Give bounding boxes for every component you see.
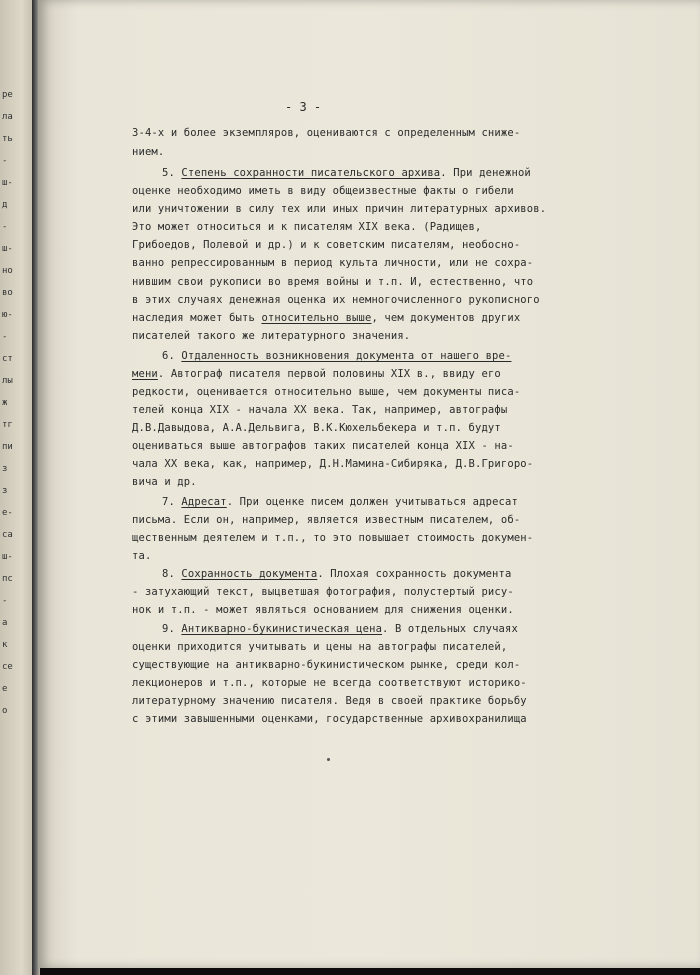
edge-fragment: тг <box>2 420 13 430</box>
text-line: вича и др. <box>132 476 197 488</box>
edge-fragment: ре <box>2 90 13 100</box>
edge-fragment: е <box>2 684 8 694</box>
page-number: - 3 - <box>285 100 322 114</box>
line-rest: . При денежной <box>440 167 531 179</box>
text-line: Это может относиться и к писателям XIX века. (Радищев, <box>132 221 482 233</box>
paper-speck <box>327 758 330 761</box>
text-line: 3-4-х и более экземпляров, оцениваются с определенным сниже- <box>132 127 521 139</box>
line-rest: . В отдельных случаях <box>382 623 518 635</box>
edge-fragment: ш- <box>2 552 13 562</box>
text-line: телей конца XIX - начала XX века. Так, например, автографы <box>132 404 508 416</box>
edge-fragment: во <box>2 288 13 298</box>
line-lead: 6. <box>162 350 182 362</box>
edge-fragment: - <box>2 332 8 342</box>
text-line: редкости, оценивается относительно выше, чем документы писа- <box>132 386 521 398</box>
line-lead: 7. <box>162 496 182 508</box>
line-rest: . При оценке писем должен учитываться адресат <box>226 496 518 508</box>
text-line <box>162 623 518 636</box>
text-line: Грибоедов, Полевой и др.) и к советским писателям, необосно- <box>132 239 521 251</box>
text-line: чала XX века, как, например, Д.Н.Мамина-Сибиряка, Д.В.Григоро- <box>132 458 534 470</box>
text-line: щественным деятелем и т.п., то это повышает стоимость докумен- <box>132 532 534 544</box>
text-line: та. <box>132 550 152 562</box>
edge-fragment: пс <box>2 574 13 584</box>
underlined-heading: мени <box>132 368 158 380</box>
edge-fragment: пи <box>2 442 13 452</box>
text-line: нившим свои рукописи во время войны и т.п. И, естественно, что <box>132 276 534 288</box>
edge-fragment: ла <box>2 112 13 122</box>
edge-fragment: е- <box>2 508 13 518</box>
edge-fragment: з <box>2 486 8 496</box>
typewritten-page <box>38 0 700 968</box>
text-line: письма. Если он, например, является известным писателем, об- <box>132 514 521 526</box>
underlined-heading: Степень сохранности писательского архива <box>181 167 441 179</box>
line-lead: 8. <box>162 568 182 580</box>
text-line: Д.В.Давыдова, А.А.Дельвига, В.К.Кюхельбекера и т.п. будут <box>132 422 501 434</box>
line-rest: . Автограф писателя первой половины XIX в., ввиду его <box>157 368 501 380</box>
edge-fragment: о <box>2 706 8 716</box>
line-rest: . Плохая сохранность документа <box>317 568 512 580</box>
line-rest: , чем документов других <box>371 312 521 324</box>
edge-fragment: з <box>2 464 8 474</box>
edge-fragment: лы <box>2 376 13 386</box>
text-line: писателей такого же литературного значения. <box>132 330 411 342</box>
text-line <box>162 496 518 509</box>
edge-fragment: к <box>2 640 8 650</box>
text-line: в этих случаях денежная оценка их немногочисленного рукописного <box>132 294 540 306</box>
edge-fragment: а <box>2 618 8 628</box>
text-line: оценке необходимо иметь в виду общеизвестные факты о гибели <box>132 185 514 197</box>
edge-fragment: но <box>2 266 13 276</box>
edge-fragment: ж <box>2 398 8 408</box>
edge-fragment: са <box>2 530 13 540</box>
edge-fragment: ш- <box>2 178 13 188</box>
text-line: - затухающий текст, выцветшая фотография, полустертый рису- <box>132 586 514 598</box>
line-lead: 5. <box>162 167 182 179</box>
text-line <box>132 312 520 325</box>
underlined-heading: Адресат <box>181 496 227 508</box>
line-lead: наследия может быть <box>132 312 262 324</box>
edge-fragment: ть <box>2 134 13 144</box>
text-line <box>162 167 531 180</box>
text-line: с этими завышенными оценками, государственные архивохранилища <box>132 713 527 725</box>
text-line: литературному значению писателя. Ведя в своей практике борьбу <box>132 695 527 707</box>
edge-fragment: ю- <box>2 310 13 320</box>
text-line <box>162 350 511 363</box>
text-line: существующие на антикварно-букинистическом рынке, среди кол- <box>132 659 521 671</box>
text-line: нием. <box>132 146 165 158</box>
text-line: или уничтожении в силу тех или иных причин литературных архивов. <box>132 203 547 215</box>
edge-fragment: д <box>2 200 8 210</box>
text-line <box>162 568 511 581</box>
line-lead: 9. <box>162 623 182 635</box>
edge-fragment: ст <box>2 354 13 364</box>
text-line: оцениваться выше автографов таких писателей конца XIX - на- <box>132 440 514 452</box>
underlined-heading: Сохранность документа <box>181 568 318 580</box>
text-line <box>132 368 501 381</box>
edge-fragment: - <box>2 222 8 232</box>
underlined-heading: относительно выше <box>261 312 372 324</box>
text-line: лекционеров и т.п., которые не всегда соответствуют историко- <box>132 677 527 689</box>
adjacent-page-edge <box>0 0 36 975</box>
text-line: нок и т.п. - может являться основанием для снижения оценки. <box>132 604 514 616</box>
text-line: ванно репрессированным в период культа личности, или не сохра- <box>132 257 534 269</box>
underlined-heading: Отдаленность возникновения документа от нашего вре- <box>181 350 512 362</box>
underlined-heading: Антикварно-букинистическая цена <box>181 623 383 635</box>
edge-fragment: - <box>2 156 8 166</box>
text-line: оценки приходится учитывать и цены на автографы писателей, <box>132 641 508 653</box>
edge-fragment: ш- <box>2 244 13 254</box>
edge-fragment: се <box>2 662 13 672</box>
edge-fragment: - <box>2 596 8 606</box>
